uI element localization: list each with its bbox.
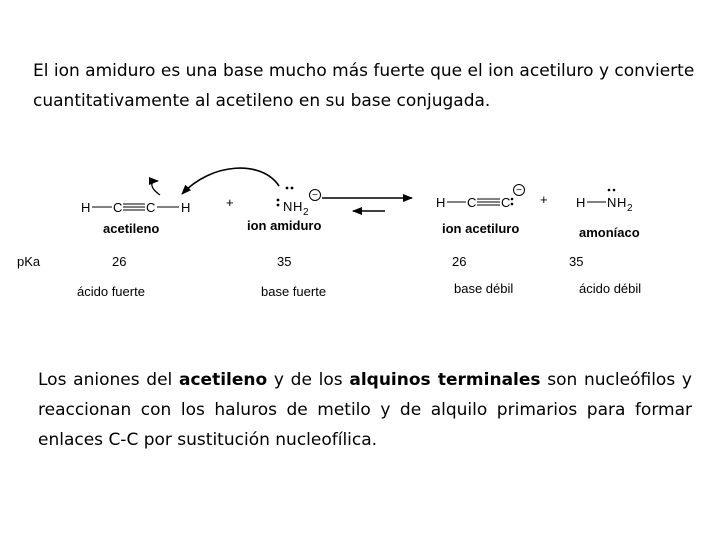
subscript: 2	[627, 203, 633, 214]
plus-sign: +	[540, 192, 548, 207]
acetylide-label: ion acetiluro	[442, 221, 520, 236]
pka-label: pKa	[17, 254, 41, 269]
amide-pka: 35	[277, 254, 292, 269]
amide-strength: base fuerte	[261, 284, 327, 299]
atom-c: C	[113, 200, 123, 215]
term-alquinos-terminales: alquinos terminales	[349, 370, 541, 390]
atom-h: H	[181, 200, 191, 215]
acetylide-strength: base débil	[454, 281, 514, 296]
svg-text:−: −	[312, 190, 318, 201]
acetylene-strength: ácido fuerte	[77, 284, 145, 299]
svg-text:−: −	[516, 185, 522, 196]
acetylene-label: acetileno	[103, 221, 160, 236]
ammonia-label: amoníaco	[579, 225, 640, 240]
closing-paragraph: Los aniones del acetileno y de los alquinos terminales son nucleófilos y reaccionan con los haluros de metilo y de alquilo primarios para formar enlaces C-C por sustitución nucleofílica.	[38, 370, 692, 450]
term-acetileno: acetileno	[178, 370, 268, 390]
acetylide-structure	[436, 185, 525, 211]
acetylene-structure	[81, 200, 190, 215]
atom-h: H	[293, 199, 303, 214]
acetylene-pka: 26	[112, 254, 127, 269]
amide-ion-structure	[277, 187, 321, 218]
atom-h: H	[81, 200, 91, 215]
atom-c: C	[467, 195, 477, 210]
ammonia-pka: 35	[569, 254, 584, 269]
atom-c: C	[146, 200, 156, 215]
ammonia-structure	[576, 189, 633, 214]
atom-h: H	[436, 195, 446, 210]
atom-n: N	[283, 199, 293, 214]
subscript: 2	[303, 207, 309, 218]
atom-h: H	[617, 195, 627, 210]
amide-label: ion amiduro	[247, 218, 322, 233]
atom-c: C	[501, 195, 511, 210]
atom-n: N	[607, 195, 617, 210]
intro-paragraph: El ion amiduro es una base mucho más fuerte que el ion acetiluro y convierte cuantitativamente al acetileno en su base conjugada.	[33, 61, 695, 111]
curved-arrow-bond	[152, 181, 160, 195]
ammonia-strength: ácido débil	[579, 281, 642, 296]
plus-sign: +	[226, 195, 234, 210]
atom-h: H	[576, 195, 586, 210]
curved-arrow-electron-pair	[182, 168, 279, 194]
acetylide-pka: 26	[452, 254, 467, 269]
